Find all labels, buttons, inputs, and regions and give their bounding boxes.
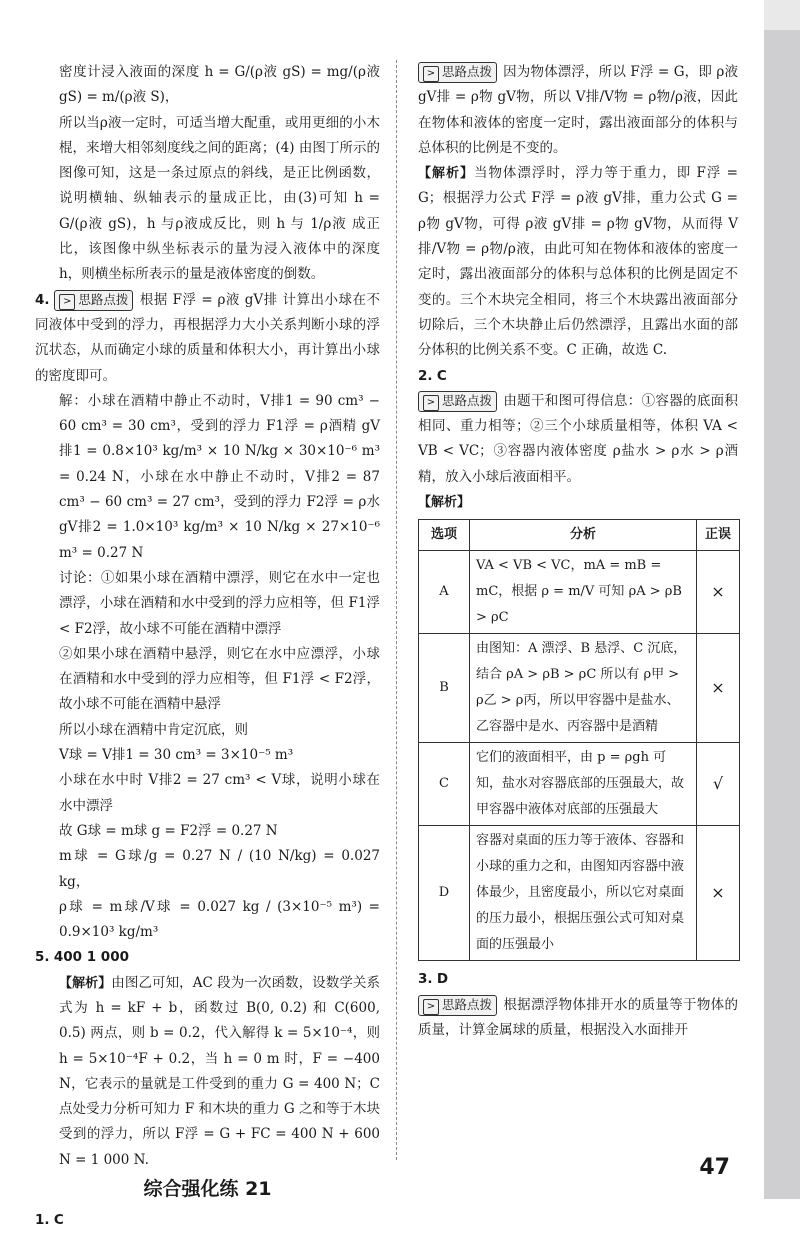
- question-2: [418, 364, 738, 389]
- question-5-number: 5.: [35, 949, 50, 966]
- table-row: [419, 634, 740, 743]
- chevron-right-icon: >: [423, 66, 439, 82]
- q3-tip-box: [418, 995, 497, 1016]
- question-1-number: 1.: [35, 1212, 50, 1229]
- q4-solution-4: 所以小球在酒精中肯定沉底，则: [59, 721, 248, 738]
- prev-tip-label: 思路点拨: [442, 64, 493, 79]
- column-divider: [396, 60, 397, 1160]
- table-row: [419, 743, 740, 826]
- prev-answer-line-1: 密度计浸入液面的深度 h = G/(ρ液 gS) = mg/(ρ液 gS) = m/(ρ液 S)，: [59, 64, 380, 106]
- q5-analysis-text: 由图乙可知，AC 段为一次函数，设数学关系式为 h = kF + b，函数过 B(0, 0.2) 和 C(600, 0.5) 两点，则 b = 0.2，代入解得 k = 5×10⁻⁴，则 h = 5×10⁻⁴F + 0.2，当 h = 0 m 时，F = −400 N，它表示的量就是工件受到的重力 G = 400 N；C 点处受力分析可知力 F 和木块的重力 G 之和等于木块受到的浮力，所以 F浮 = G + FC = 400 N + 600 N = 1 000 N.: [59, 974, 380, 1168]
- table-cell-option: B: [419, 634, 470, 743]
- prev-analysis-tag: 【解析】: [418, 166, 474, 182]
- table-cell-analysis: 它们的液面相平，由 p = ρgh 可知，盐水对容器底部的压强最大，故甲容器中液体对底部的压强最大: [470, 743, 697, 826]
- chevron-right-icon: >: [423, 395, 439, 411]
- page-number: 47: [699, 1155, 730, 1180]
- q4-tip-box: [54, 290, 133, 311]
- q2-tip-box: [418, 391, 497, 412]
- prev-analysis-text: 当物体漂浮时，浮力等于重力，即 F浮 = G；根据浮力公式 F浮 = ρ液 gV排，重力公式 G = ρ物 gV物，可得 ρ液 gV排 = ρ物 gV物，从而得 V排/V物 = ρ物/ρ液，由此可知在物体和液体的密度一定时，露出液面部分的体积与总体积的比例是固定不变的。三个木块完全相同，将三个木块露出液面部分切除后，三个木块静止后仍然漂浮，且露出水面的部分体积的比例关系不变。C 正确，故选 C.: [418, 165, 738, 359]
- q4-solution-3: ②如果小球在酒精中悬浮，则它在水中应漂浮，小球在酒精和水中受到的浮力应相等，但 F1浮 < F2浮，故小球不可能在酒精中悬浮: [59, 645, 380, 713]
- q4-solution-1: 解：小球在酒精中静止不动时，V排1 = 90 cm³ − 60 cm³ = 30 cm³，受到的浮力 F1浮 = ρ酒精 gV排1 = 0.8×10³ kg/m³ × 10 N/kg × 30×10⁻⁶ m³ = 0.24 N，小球在水中静止不动时，V排2 = 87 cm³ − 60 cm³ = 27 cm³，受到的浮力 F2浮 = ρ水 gV排2 = 1.0×10³ kg/m³ × 10 N/kg × 27×10⁻⁶ m³ = 0.27 N: [59, 392, 380, 561]
- right-column: [418, 60, 738, 1043]
- q3-tip-text: 根据漂浮物体排开水的质量等于物体的质量，计算金属球的质量，根据没入水面排开: [418, 996, 738, 1038]
- q4-tip-label: 思路点拨: [78, 291, 129, 307]
- question-2-answer: C: [436, 367, 447, 384]
- table-header-option: 选项: [419, 520, 470, 551]
- table-row: [419, 551, 740, 634]
- prev-analysis: [418, 161, 738, 363]
- q2-analysis-tag: 【解析】: [418, 495, 471, 511]
- question-4: [35, 288, 380, 389]
- table-cell-analysis: 容器对桌面的压力等于液体、容器和小球的重力之和，由图知丙容器中液体最少，且密度最小，所以它对桌面的压力最小，根据压强公式可知对桌面的压强最小: [470, 826, 697, 961]
- question-2-number: 2.: [418, 367, 433, 384]
- question-1-answer: C: [53, 1212, 64, 1229]
- table-header-row: [419, 520, 740, 551]
- q3-tip: [418, 993, 738, 1044]
- cross-mark-icon: ×: [697, 551, 740, 634]
- question-5: [35, 945, 380, 970]
- q2-tip: [418, 389, 738, 490]
- table-cell-option: C: [419, 743, 470, 826]
- cross-mark-icon: ×: [697, 826, 740, 961]
- table-cell-analysis: 由图知：A 漂浮、B 悬浮、C 沉底，结合 ρA > ρB > ρC 所以有 ρ甲 > ρ乙 > ρ丙，所以甲容器中是盐水、乙容器中是水、丙容器中是酒精: [470, 634, 697, 743]
- table-cell-option: A: [419, 551, 470, 634]
- prev-tip: [418, 60, 738, 161]
- section-title: 综合强化练 21: [143, 1178, 272, 1201]
- table-cell-analysis: VA < VB < VC，mA = mB = mC，根据 ρ = m/V 可知 ρA > ρB > ρC: [470, 551, 697, 634]
- q4-tip-text: 根据 F浮 = ρ液 gV排 计算出小球在不同液体中受到的浮力，再根据浮力大小关系判断小球的浮沉状态，从而确定小球的质量和体积大小，再计算出小球的密度即可。: [35, 291, 380, 384]
- question-5-answer: 400 1 000: [53, 949, 129, 966]
- analysis-table: [418, 519, 740, 961]
- question-3-number: 3.: [418, 971, 433, 988]
- table-header-result: 正误: [697, 520, 740, 551]
- q5-analysis-tag: 【解析】: [59, 975, 112, 991]
- q2-tip-label: 思路点拨: [442, 392, 493, 408]
- cross-mark-icon: ×: [697, 634, 740, 743]
- table-cell-option: D: [419, 826, 470, 961]
- question-3: [418, 967, 738, 992]
- page-edge-tab-top: [764, 0, 800, 30]
- question-4-number: 4.: [35, 291, 50, 308]
- q4-solution-9: ρ球 = m球/V球 = 0.027 kg / (3×10⁻⁵ m³) = 0.9×10³ kg/m³: [59, 898, 380, 941]
- q4-solution-8: m球 = G球/g = 0.27 N / (10 N/kg) = 0.027 kg，: [59, 848, 380, 890]
- q3-tip-label: 思路点拨: [442, 996, 493, 1012]
- table-header-analysis: 分析: [470, 520, 697, 551]
- page-edge-tab: [764, 0, 800, 1199]
- q2-tip-text: 由题干和图可得信息：①容器的底面积相同、重力相等；②三个小球质量相等，体积 VA < VB < VC；③容器内液体密度 ρ盐水 > ρ水 > ρ酒精，放入小球后液面相平。: [418, 392, 738, 485]
- question-1: [35, 1208, 380, 1233]
- prev-tip-text: 因为物体漂浮，所以 F浮 = G，即 ρ液 gV排 = ρ物 gV物，所以 V排/V物 = ρ物/ρ液，因此在物体和液体的密度一定时，露出液面部分的体积与总体积的比例是不变的。: [418, 64, 738, 156]
- chevron-right-icon: >: [423, 999, 439, 1015]
- prev-tip-box: [418, 62, 497, 83]
- q4-solution-2: 讨论：①如果小球在酒精中漂浮，则它在水中一定也漂浮，小球在酒精和水中受到的浮力应相等，但 F1浮 < F2浮，故小球不可能在酒精中漂浮: [59, 569, 380, 637]
- table-row: [419, 826, 740, 961]
- left-column: [35, 60, 380, 1234]
- q4-solution-7: 故 G球 = m球 g = F2浮 = 0.27 N: [59, 822, 278, 839]
- q4-solution-6: 小球在水中时 V排2 = 27 cm³ < V球，说明小球在水中漂浮: [59, 772, 380, 814]
- chevron-right-icon: >: [59, 294, 75, 310]
- q4-solution-5: V球 = V排1 = 30 cm³ = 3×10⁻⁵ m³: [59, 747, 294, 764]
- check-mark-icon: √: [697, 743, 740, 826]
- q5-analysis: [35, 971, 380, 1173]
- prev-answer-continuation: 所以当ρ液一定时，可适当增大配重，或用更细的小木棍，来增大相邻刻度线之间的距离；(4) 由图丁所示的图像可知，这是一条过原点的斜线，是正比例函数，说明横轴、纵轴表示的量成正比，由(3)可知 h = G/(ρ液 gS)，h 与ρ液成反比，则 h 与 1/ρ液 成正比，该图像中纵坐标表示的量为浸入液体中的深度 h，则横坐标所表示的量是液体密度的倒数。: [59, 114, 380, 283]
- question-3-answer: D: [436, 971, 449, 988]
